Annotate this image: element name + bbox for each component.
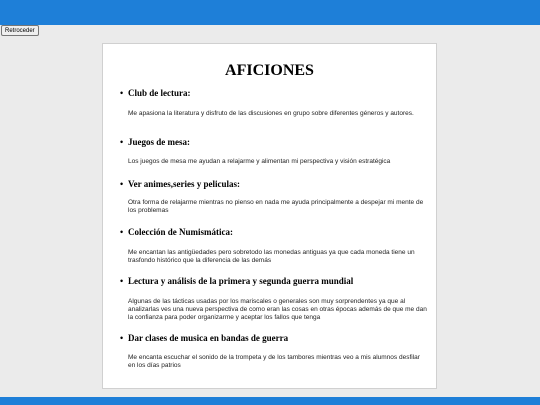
- hobby-text-numismatics: Me encantan las antigüedades pero sobretodo las monedas antiguas ya que cada moneda tiene un trasfondo histórico que la diferencia de las demás: [128, 249, 415, 264]
- bullet-icon: •: [120, 276, 124, 286]
- hobby-title-animes-series: • Ver animes,series y peliculas:: [120, 179, 240, 189]
- bullet-icon: •: [120, 179, 124, 189]
- back-button[interactable]: Retroceder: [1, 25, 39, 36]
- hobby-text-reading-club: Me apasiona la literatura y disfruto de las discusiones en grupo sobre diferentes géneros y autores.: [128, 110, 414, 117]
- hobby-text-music-classes: Me encanta escuchar el sonido de la trompeta y de los tambores mientras veo a mis alumnos desfilar en los días patrios: [128, 354, 420, 369]
- hobby-title-reading-club: • Club de lectura:: [120, 88, 191, 98]
- hobbies-card: [102, 43, 437, 389]
- top-bar: [0, 0, 540, 25]
- bottom-bar: [0, 397, 540, 405]
- hobby-text-world-wars: Algunas de las tácticas usadas por los mariscales o generales son muy sorprendentes ya que al analizarlas ves una nueva perspectiva de como eran las cosas en otras épocas además de que me dan la confianza para poder organizarme y aceptar los fallos que tenga: [128, 298, 427, 321]
- bullet-icon: •: [120, 137, 124, 147]
- bullet-icon: •: [120, 88, 124, 98]
- bullet-icon: •: [120, 333, 124, 343]
- page-title: AFICIONES: [225, 62, 314, 79]
- hobby-text-board-games: Los juegos de mesa me ayudan a relajarme y alimentan mi perspectiva y visión estratégica: [128, 158, 391, 165]
- hobby-text-animes-series: Otra forma de relajarme mientras no pienso en nada me ayuda principalmente a despejar mi mente de los problemas: [128, 199, 424, 214]
- hobby-title-music-classes: • Dar clases de musica en bandas de guerra: [120, 333, 289, 343]
- bullet-icon: •: [120, 227, 124, 237]
- hobby-title-numismatics: • Colección de Numismática:: [120, 227, 233, 237]
- hobby-title-world-wars: • Lectura y análisis de la primera y segunda guerra mundial: [120, 276, 354, 286]
- hobby-title-board-games: • Juegos de mesa:: [120, 137, 190, 147]
